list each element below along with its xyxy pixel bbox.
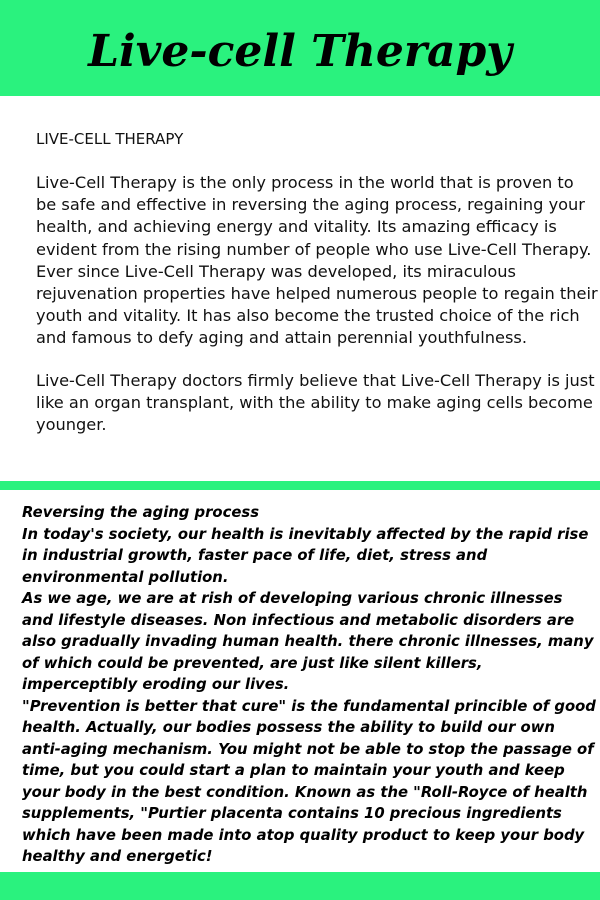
doctors-paragraph: Live-Cell Therapy doctors firmly believe that Live-Cell Therapy is just like an organ transplant, with the ability to make aging cells become younger. (36, 370, 595, 435)
chronic-illness-paragraph: As we age, we are at rish of developing various chronic illnesses and lifestyle diseases. Non infectious and metabolic disorders are also gradually invading human health. there chronic illnesses, many of which could be prevented, are just like silent killers, imperceptibly eroding our lives. (22, 590, 594, 693)
page-title: Live-cell Therapy (88, 26, 512, 77)
aging-heading: Reversing the aging process (22, 504, 260, 521)
section-heading: LIVE-CELL THERAPY (36, 130, 184, 148)
aging-process-section (22, 502, 596, 868)
prevention-paragraph: "Prevention is better that cure" is the fundamental princible of good health. Actually, our bodies possess the ability to build our own anti-aging mechanism. You might not be able to stop the passage of time, but you could start a plan to maintain your youth and keep your body in the best condition. Known as the "Roll-Royce of health supplements, "Purtier placenta contains 10 precious ingredients which have been made into atop quality product to keep your body healthy and energetic! (22, 697, 596, 865)
intro-paragraph: Live-Cell Therapy is the only process in the world that is proven to be safe and effective in reversing the aging process, regaining your health, and achieving energy and vitality. Its amazing efficacy is evident from the rising number of people who use Live-Cell Therapy. Ever since Live-Cell Therapy was developed, its miraculous rejuvenation properties have helped numerous people to regain their youth and vitality. It has also become the trusted choice of the rich and famous to defy aging and attain perennial youthfulness. (36, 173, 598, 348)
society-paragraph: In today's society, our health is inevitably affected by the rapid rise in industrial growth, faster pace of life, diet, stress and environmental pollution. (22, 525, 589, 586)
footer-banner (0, 872, 600, 900)
therapy-intro-section (36, 130, 598, 456)
section-divider (0, 481, 600, 490)
